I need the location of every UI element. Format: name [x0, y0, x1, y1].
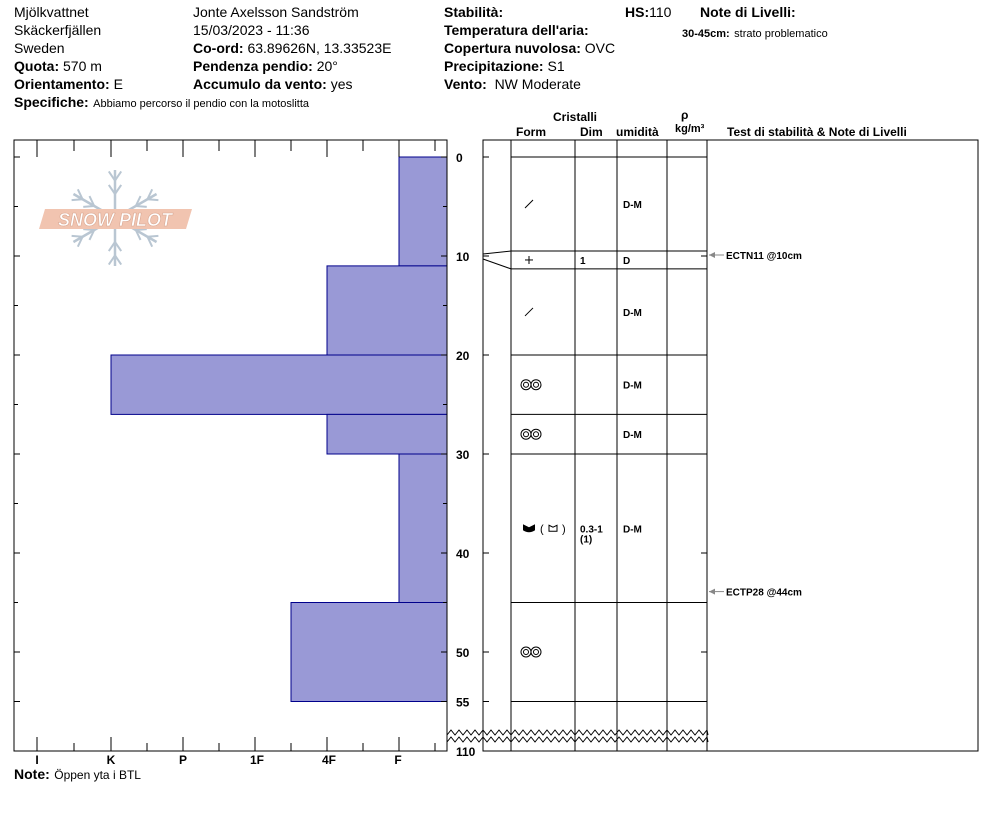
stability-test-label: ECTP28 @44cm: [726, 587, 802, 599]
melt-forms-icon-ring: [521, 647, 531, 657]
hardness-bar-1: [327, 266, 447, 355]
snowflake-branch: [147, 199, 158, 200]
snowflake-branch: [72, 236, 83, 237]
layer-connector: [483, 251, 511, 254]
datetime: 15/03/2023 - 11:36: [193, 22, 310, 38]
layer-note: 30-45cm: strato problematico: [682, 28, 828, 40]
hardness-tick-label: P: [178, 753, 188, 767]
break-zigzag: [447, 737, 708, 742]
break-zigzag: [447, 730, 708, 735]
depth-tick-label: 40: [456, 547, 470, 561]
decomposing-particles-icon: [525, 308, 533, 316]
wind-loading: Accumulo da vento: yes: [193, 76, 353, 92]
air-temp-label: Temperatura dell'aria:: [444, 22, 589, 38]
moisture-value: D-M: [623, 200, 642, 212]
melt-forms-icon-ring: [521, 380, 531, 390]
melt-forms-icon-ring: [534, 382, 539, 387]
layer-table-frame: [483, 140, 978, 751]
layer-notes-label: Note di Livelli:: [700, 4, 796, 20]
grain-size-note: (1): [580, 534, 593, 546]
moisture-value: D: [623, 255, 631, 267]
country: Sweden: [14, 40, 65, 56]
test-arrow-icon: [709, 252, 715, 258]
snowpilot-logo: [39, 170, 192, 266]
test-arrow-icon: [709, 589, 715, 595]
slope: Pendenza pendio: 20°: [193, 58, 338, 74]
hardness-tick-label: 1F: [249, 753, 265, 767]
depth-tick-label: 0: [456, 151, 463, 165]
melt-forms-icon-ring: [524, 650, 529, 655]
melt-forms-icon: [521, 647, 541, 657]
area: Skäckerfjällen: [14, 22, 102, 38]
hardness-bar-0: [399, 157, 447, 266]
depth-tick-label-total: 110: [456, 745, 476, 759]
wind: Vento: NW Moderate: [444, 76, 581, 92]
melt-forms-icon-ring: [531, 380, 541, 390]
snowflake-branch: [72, 199, 83, 200]
logo-text: SNOW PILOT: [58, 210, 172, 230]
depth-hoar-secondary-icon: [549, 525, 557, 531]
depth-tick-label: 30: [456, 448, 470, 462]
depth-tick-label: 20: [456, 349, 470, 363]
stability-label: Stabilità:: [444, 4, 504, 20]
melt-forms-icon: [521, 380, 541, 390]
hardness-bar-2: [111, 355, 447, 414]
moisture-value: D-M: [623, 307, 642, 319]
snowflake-branch: [83, 206, 94, 207]
sky: Copertura nuvolosa: OVC: [444, 40, 616, 56]
stability-test-label: ECTN11 @10cm: [726, 251, 802, 262]
moisture-value: D-M: [623, 380, 642, 392]
melt-forms-icon-ring: [521, 429, 531, 439]
snowflake-branch: [147, 236, 158, 237]
hardness-tick-label: 4F: [321, 753, 337, 767]
melt-forms-icon: [521, 429, 541, 439]
melt-forms-icon-ring: [534, 432, 539, 437]
depth-hoar-icon: [523, 523, 566, 535]
melt-forms-icon-ring: [531, 647, 541, 657]
moisture-value: D-M: [623, 430, 642, 442]
rho-header: ρ: [681, 108, 689, 122]
hardness-bar-5: [291, 603, 447, 702]
depth-hoar-icon-shape: [523, 524, 535, 532]
depth-tick-label: 55: [456, 695, 470, 710]
crystals-header: Cristalli: [553, 110, 598, 124]
dim-header: Dim: [580, 125, 603, 139]
depth-tick-label: 10: [456, 250, 470, 264]
form-header: Form: [516, 125, 546, 139]
decomposing-particles-icon: [525, 200, 533, 208]
tests-header: Test di stabilità & Note di Livelli: [727, 125, 907, 139]
hardness-tick-label: I: [35, 753, 39, 767]
snowflake-branch: [136, 206, 147, 207]
moisture-header: umidità: [616, 125, 659, 139]
density-unit-header: kg/m³: [675, 123, 705, 135]
specifics: Specifiche: Abbiamo percorso il pendio con la motoslitta: [14, 94, 309, 110]
melt-forms-icon-ring: [531, 429, 541, 439]
hardness-tick-label: F: [394, 753, 402, 767]
layer-connector: [483, 259, 511, 269]
depth-tick-label: 50: [456, 646, 470, 660]
coordinates: Co-ord: 63.89626N, 13.33523E: [193, 40, 392, 56]
grain-size: 1: [580, 255, 586, 267]
precipitation: Precipitazione: S1: [444, 58, 565, 74]
hardness-bar-4: [399, 454, 447, 603]
depth-hoar-secondary-form: (: [540, 523, 544, 536]
melt-forms-icon-ring: [534, 650, 539, 655]
grain-size: 0.3-1: [580, 524, 603, 536]
aspect: Orientamento: E: [14, 76, 123, 92]
depth-hoar-secondary-form-close: ): [562, 523, 566, 536]
location: Mjölkvattnet: [14, 4, 89, 20]
hardness-tick-label: K: [106, 753, 116, 767]
snow-height: HS:110: [625, 4, 672, 20]
observer: Jonte Axelsson Sandström: [193, 4, 359, 20]
footer-note: Note: Öppen yta i BTL: [14, 766, 141, 782]
hardness-bar-3: [327, 414, 447, 454]
elevation: Quota: 570 m: [14, 58, 102, 74]
moisture-value: D-M: [623, 524, 642, 536]
melt-forms-icon-ring: [524, 432, 529, 437]
melt-forms-icon-ring: [524, 382, 529, 387]
